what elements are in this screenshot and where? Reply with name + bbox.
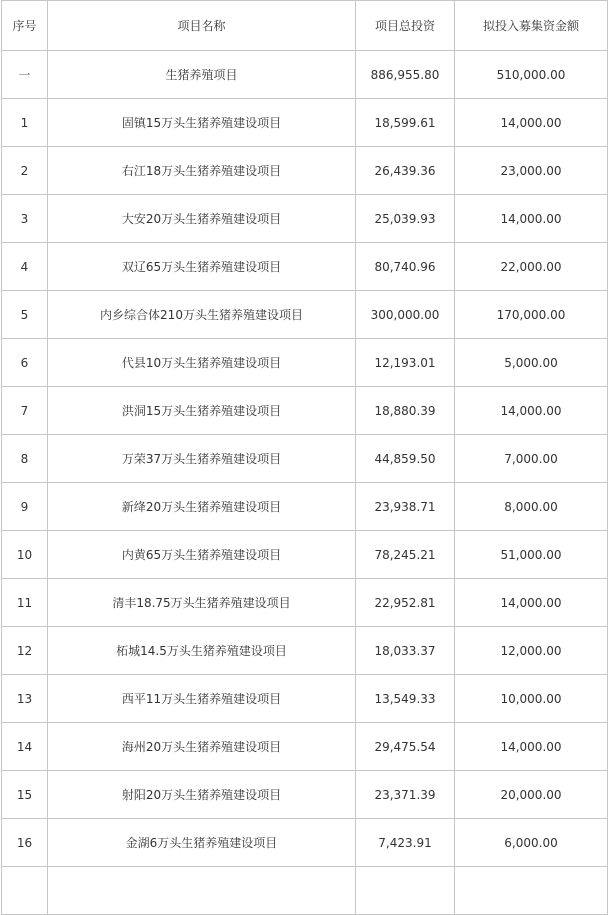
header-raised-funds: 拟投入募集资金额 [455,1,608,51]
cell-total-investment: 13,549.33 [356,675,455,723]
cell-total-investment: 12,193.01 [356,339,455,387]
table-row [2,723,608,771]
cell-project-name: 固镇15万头生猪养殖建设项目 [48,99,356,147]
cell-seq: 13 [2,675,48,723]
table-row [2,435,608,483]
cell-raised-funds: 7,000.00 [455,435,608,483]
table-row [2,147,608,195]
cell-raised-funds: 6,000.00 [455,819,608,867]
cell-project-name: 万荣37万头生猪养殖建设项目 [48,435,356,483]
cell-seq: 4 [2,243,48,291]
table-row [2,195,608,243]
table-row [2,771,608,819]
cell-project-name: 清丰18.75万头生猪养殖建设项目 [48,579,356,627]
cell-project-name: 内黄65万头生猪养殖建设项目 [48,531,356,579]
cell-raised-funds: 10,000.00 [455,675,608,723]
cell-total-investment: 18,033.37 [356,627,455,675]
cell-raised-funds: 510,000.00 [455,51,608,99]
cell-seq: 8 [2,435,48,483]
cell-seq: 5 [2,291,48,339]
cell-raised-funds: 170,000.00 [455,291,608,339]
table-row [2,627,608,675]
cell-project-name: 西平11万头生猪养殖建设项目 [48,675,356,723]
cell-raised-funds: 22,000.00 [455,243,608,291]
table-row [2,99,608,147]
cell-total-investment: 18,599.61 [356,99,455,147]
table-row [2,387,608,435]
table-row [2,339,608,387]
cell-project-name: 生猪养殖项目 [48,51,356,99]
cell-total-investment: 80,740.96 [356,243,455,291]
cell-total-investment: 23,938.71 [356,483,455,531]
cell-raised-funds: 12,000.00 [455,627,608,675]
header-project-name: 项目名称 [48,1,356,51]
table-row [2,675,608,723]
cell-raised-funds: 5,000.00 [455,339,608,387]
cell-project-name: 代县10万头生猪养殖建设项目 [48,339,356,387]
cell-seq: 15 [2,771,48,819]
cell-total-investment: 886,955.80 [356,51,455,99]
cell-project-name: 柘城14.5万头生猪养殖建设项目 [48,627,356,675]
cell-seq: 2 [2,147,48,195]
cell-raised-funds: 20,000.00 [455,771,608,819]
cell-total-investment: 25,039.93 [356,195,455,243]
cell-raised-funds: 14,000.00 [455,579,608,627]
cell-seq: 6 [2,339,48,387]
table-header-row [2,1,608,51]
table-body [2,51,608,915]
cell-total-investment: 7,423.91 [356,819,455,867]
cell-seq: 7 [2,387,48,435]
cell-seq: 一 [2,51,48,99]
cell-project-name: 洪洞15万头生猪养殖建设项目 [48,387,356,435]
cell-project-name: 内乡综合体210万头生猪养殖建设项目 [48,291,356,339]
cell-seq: 14 [2,723,48,771]
cell-project-name: 大安20万头生猪养殖建设项目 [48,195,356,243]
cell-seq: 1 [2,99,48,147]
cell-total-investment: 44,859.50 [356,435,455,483]
table-row [2,579,608,627]
cell-total-investment: 29,475.54 [356,723,455,771]
cell-project-name: 右江18万头生猪养殖建设项目 [48,147,356,195]
cell-total-investment: 23,371.39 [356,771,455,819]
fundraising-table [1,0,608,915]
table-row [2,531,608,579]
cell-total-investment: 78,245.21 [356,531,455,579]
cell-project-name: 新绛20万头生猪养殖建设项目 [48,483,356,531]
cell-raised-funds: 14,000.00 [455,195,608,243]
cell-seq: 10 [2,531,48,579]
cell-raised-funds: 23,000.00 [455,147,608,195]
cell-raised-funds: 14,000.00 [455,723,608,771]
cell-seq: 3 [2,195,48,243]
cell-seq: 9 [2,483,48,531]
cell-total-investment: 26,439.36 [356,147,455,195]
cell-total-investment: 22,952.81 [356,579,455,627]
cell-project-name: 金湖6万头生猪养殖建设项目 [48,819,356,867]
cell-project-name: 海州20万头生猪养殖建设项目 [48,723,356,771]
table-row [2,483,608,531]
cell-raised-funds: 14,000.00 [455,387,608,435]
cell-total-investment: 300,000.00 [356,291,455,339]
table-row [2,243,608,291]
cell-raised-funds: 51,000.00 [455,531,608,579]
cell-project-name: 射阳20万头生猪养殖建设项目 [48,771,356,819]
cell-raised-funds: 8,000.00 [455,483,608,531]
table-row [2,819,608,867]
cell-seq: 12 [2,627,48,675]
table-row [2,51,608,99]
header-total-investment: 项目总投资 [356,1,455,51]
cell-project-name: 双辽65万头生猪养殖建设项目 [48,243,356,291]
header-seq: 序号 [2,1,48,51]
cell-raised-funds: 14,000.00 [455,99,608,147]
cell-seq: 11 [2,579,48,627]
cell-total-investment: 18,880.39 [356,387,455,435]
cell-seq: 16 [2,819,48,867]
table-row [2,291,608,339]
